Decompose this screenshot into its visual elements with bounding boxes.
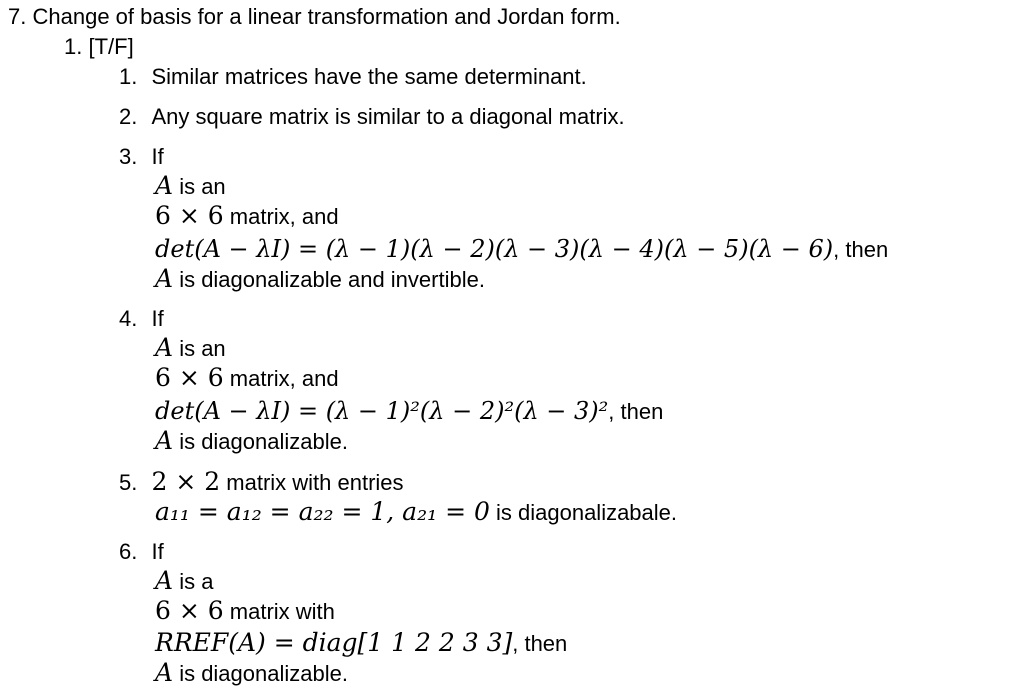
list-item-6-marker xyxy=(119,539,164,565)
math-var-a: A xyxy=(155,426,174,455)
item-if: If xyxy=(151,539,164,564)
item-text: matrix with xyxy=(229,599,335,624)
item-4-line-3 xyxy=(155,398,663,425)
item-text: is an xyxy=(179,336,226,361)
item-text: matrix with entries xyxy=(226,470,404,495)
item-6-line-3 xyxy=(155,630,567,657)
item-number: 2. xyxy=(119,104,138,129)
math-dimension: 6 × 6 xyxy=(155,596,224,625)
math-dimension: 2 × 2 xyxy=(151,467,221,496)
section-title: Change of basis for a linear transformation and Jordan form. xyxy=(32,4,621,29)
item-text: Similar matrices have the same determinant. xyxy=(151,64,587,89)
item-text: matrix, and xyxy=(229,366,339,391)
item-3-line-2 xyxy=(155,203,339,230)
item-number: 4. xyxy=(119,306,138,331)
item-3-line-1 xyxy=(155,173,226,200)
section-heading xyxy=(8,4,621,30)
item-number: 1. xyxy=(119,64,138,89)
item-text: , then xyxy=(512,631,568,656)
item-text: is diagonalizable. xyxy=(179,661,348,686)
item-4-line-2 xyxy=(155,365,339,392)
list-item-3-marker xyxy=(119,144,164,170)
item-text: , then xyxy=(608,399,664,424)
item-text: matrix, and xyxy=(229,204,339,229)
list-item-2 xyxy=(119,104,625,130)
item-text: Any square matrix is similar to a diagonal matrix. xyxy=(151,104,625,129)
math-dimension: 6 × 6 xyxy=(155,201,224,230)
list-item-5 xyxy=(119,469,404,496)
item-3-line-4 xyxy=(155,266,485,293)
item-text: is diagonalizable and invertible. xyxy=(179,267,485,292)
item-6-line-2 xyxy=(155,598,335,625)
item-6-line-4 xyxy=(155,660,348,687)
item-text: is a xyxy=(179,569,214,594)
list-item-1 xyxy=(119,64,587,90)
subsection-title: [T/F] xyxy=(88,34,134,59)
math-var-a: A xyxy=(155,264,174,293)
item-4-line-4 xyxy=(155,428,348,455)
item-6-line-1 xyxy=(155,568,213,595)
item-5-line-2 xyxy=(155,499,677,526)
math-characteristic-polynomial: det(A − λI) = (λ − 1)(λ − 2)(λ − 3)(λ − 4)(λ − 5)(λ − 6) xyxy=(155,235,834,263)
item-text: is diagonalizabale. xyxy=(496,500,678,525)
item-text: , then xyxy=(833,237,889,262)
math-entries: a₁₁ = a₁₂ = a₂₂ = 1, a₂₁ = 0 xyxy=(155,497,490,526)
math-characteristic-polynomial: det(A − λI) = (λ − 1)²(λ − 2)²(λ − 3)² xyxy=(155,397,609,425)
item-number: 6. xyxy=(119,539,138,564)
list-item-4-marker xyxy=(119,306,164,332)
math-rref-expression: RREF(A) = diag[1 1 2 2 3 3] xyxy=(155,628,513,657)
math-var-a: A xyxy=(155,171,174,200)
math-var-a: A xyxy=(155,658,174,687)
section-number: 7. xyxy=(8,4,27,29)
item-4-line-1 xyxy=(155,335,226,362)
math-var-a: A xyxy=(155,566,174,595)
subsection-heading xyxy=(64,34,134,60)
item-if: If xyxy=(151,144,164,169)
item-3-line-3 xyxy=(155,236,888,263)
item-number: 5. xyxy=(119,470,138,495)
item-if: If xyxy=(151,306,164,331)
item-text: is diagonalizable. xyxy=(179,429,348,454)
item-text: is an xyxy=(179,174,226,199)
math-var-a: A xyxy=(155,333,174,362)
item-number: 3. xyxy=(119,144,138,169)
math-dimension: 6 × 6 xyxy=(155,363,224,392)
subsection-number: 1. xyxy=(64,34,83,59)
